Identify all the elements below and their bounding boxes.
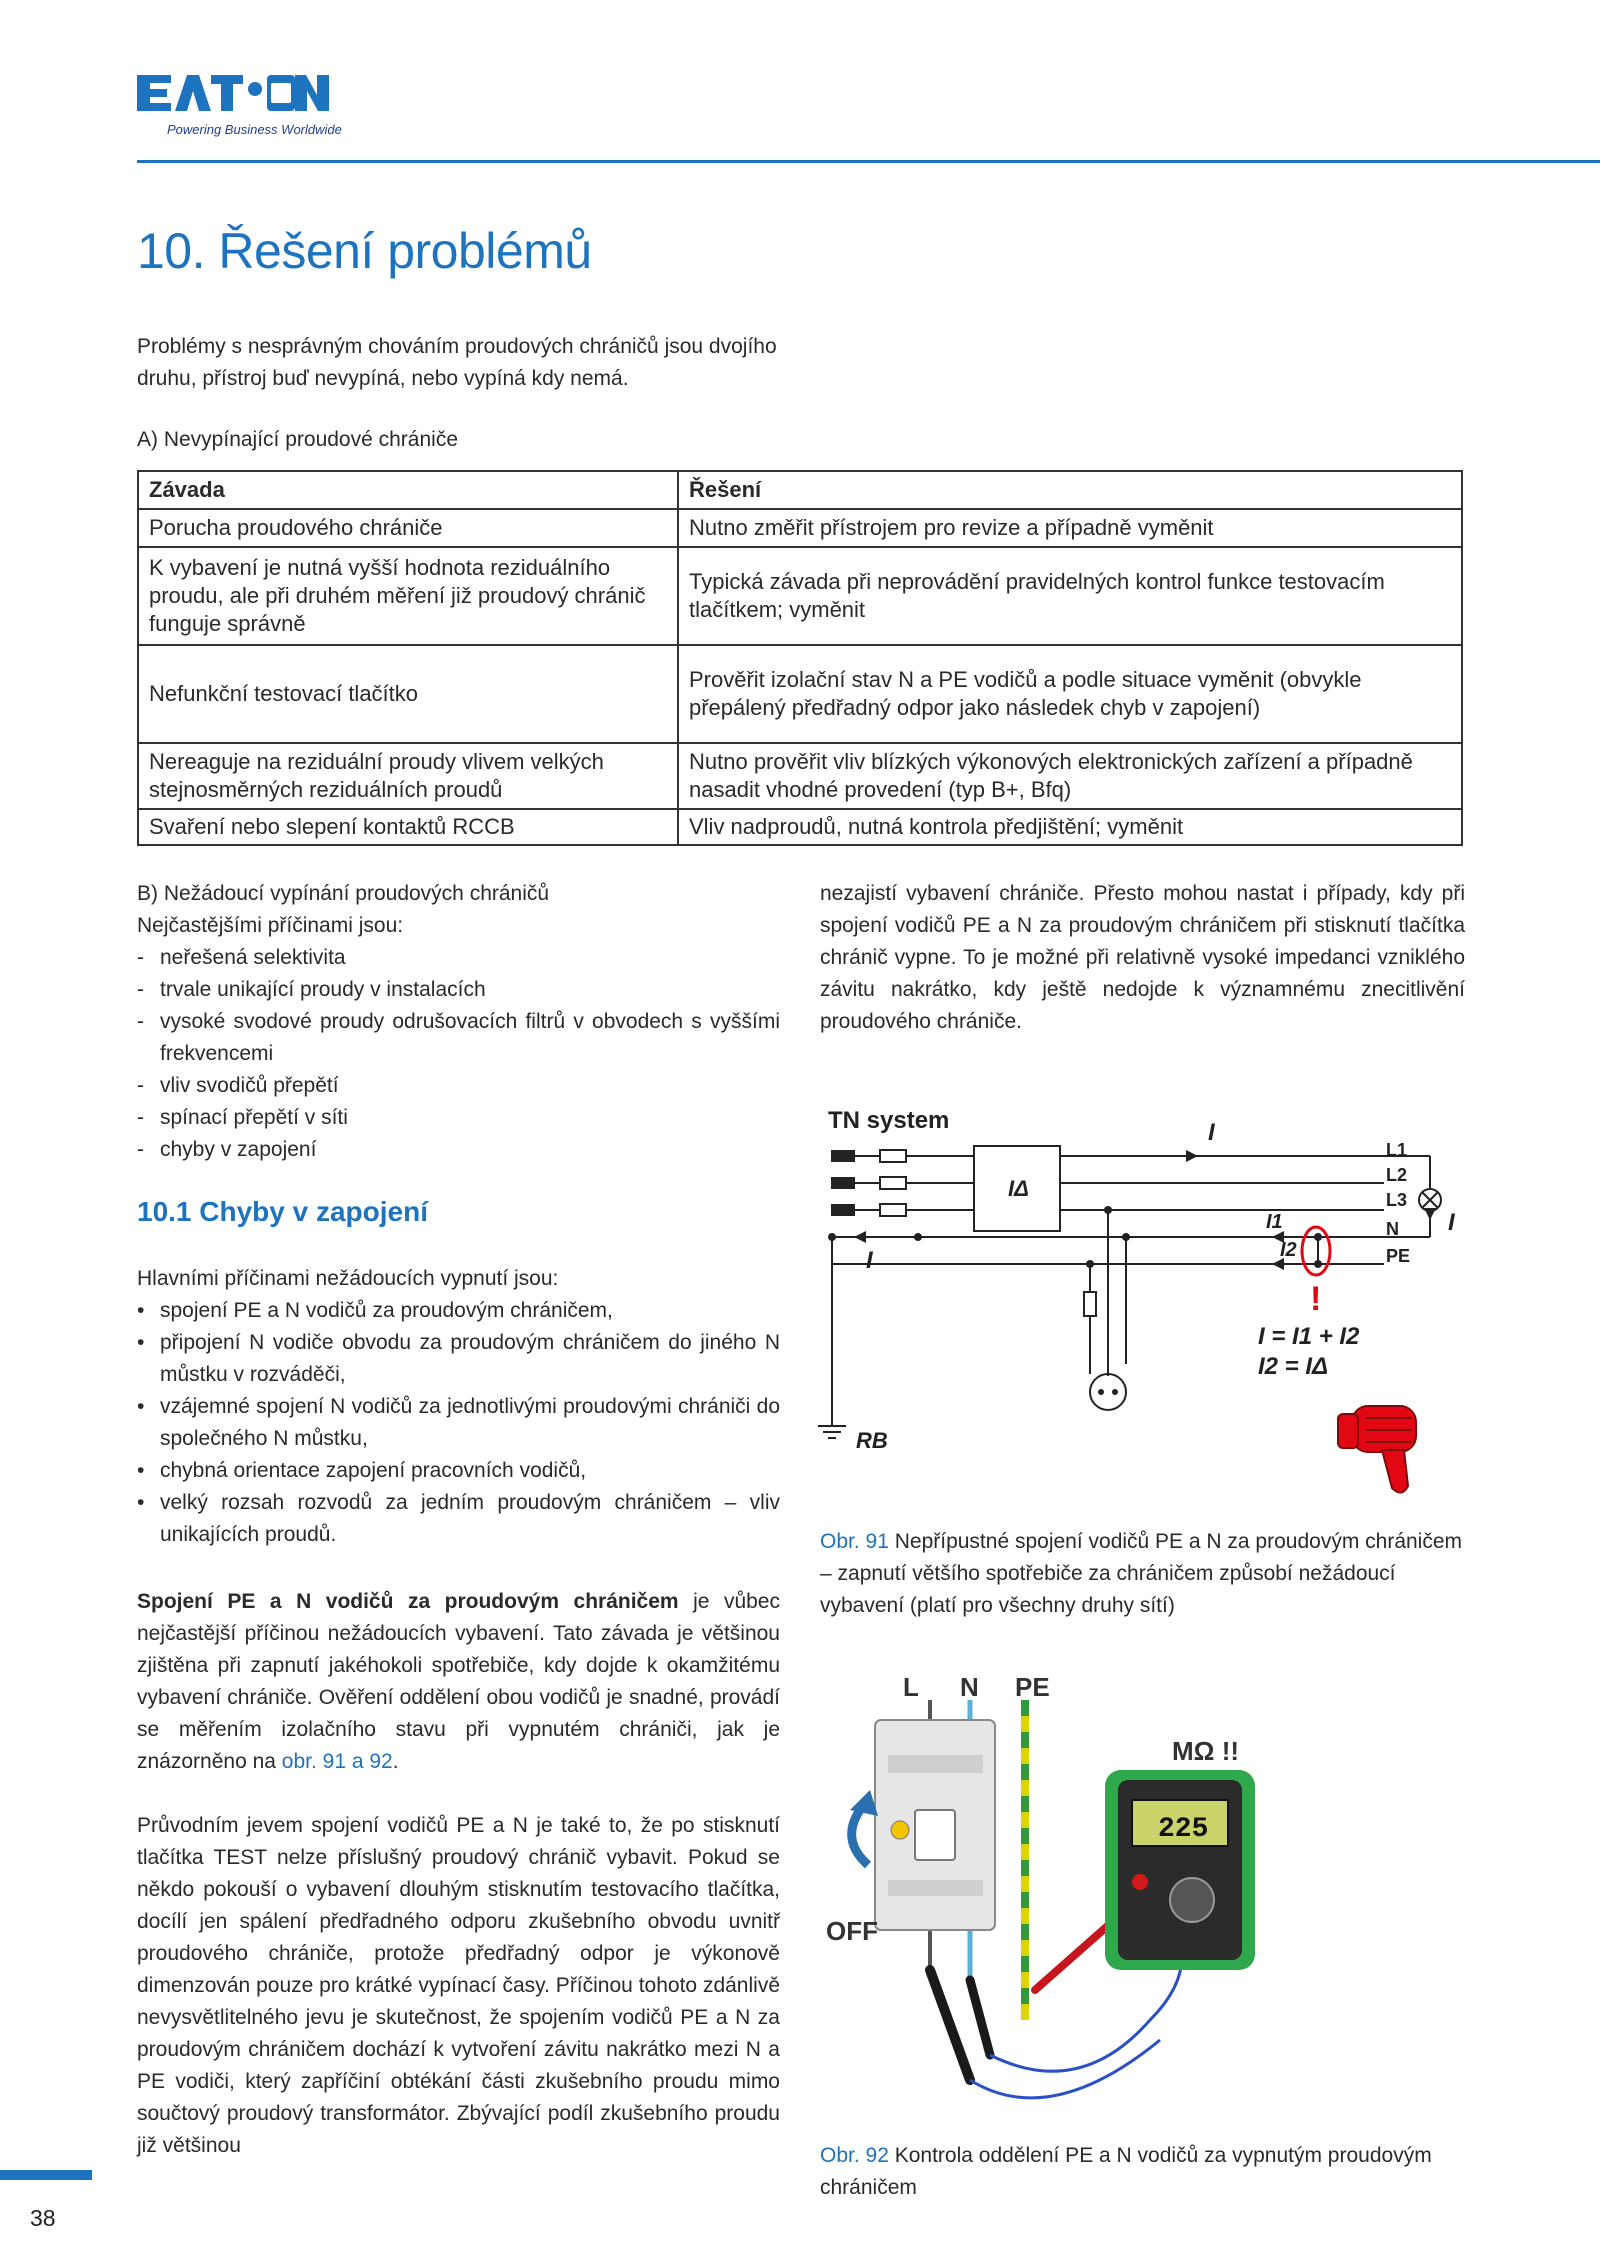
return-current-label: I	[866, 1247, 873, 1274]
causes-list	[137, 942, 780, 1166]
fault-cell: Nereaguje na reziduální proudy vlivem velkých stejnosměrných reziduálních proudů	[138, 743, 678, 809]
line-label-l1: L1	[1386, 1140, 1408, 1160]
current-i2-label: I2	[1280, 1239, 1297, 1261]
off-label: OFF	[826, 1916, 878, 1946]
current-i1-label: I1	[1266, 1211, 1283, 1233]
caption-number: Obr. 91	[820, 1530, 889, 1553]
list-item: • vzájemné spojení N vodičů za jednotlivými proudovými chrániči do společného N můstku,	[137, 1391, 780, 1455]
earth-resistance-label: RB	[856, 1428, 888, 1453]
section-101-lead: Hlavními příčinami nežádoucích vypnutí jsou:	[137, 1267, 559, 1290]
list-item: • velký rozsah rozvodů za jedním proudovým chráničem – vliv unikajících proudů.	[137, 1487, 780, 1551]
solution-cell: Prověřit izolační stav N a PE vodičů a podle situace vyměnit (obvykle přepálený předřadný odpor jako následek chyb v zapojení)	[678, 645, 1462, 743]
fault-cell: Porucha proudového chrániče	[138, 509, 678, 547]
table-header-row	[138, 471, 1462, 509]
intro-paragraph: Problémy s nesprávným chováním proudových chráničů jsou dvojího druhu, přístroj buď nevypíná, nebo vypíná kdy nemá.	[137, 335, 777, 390]
tn-system-diagram	[818, 1096, 1468, 1516]
wiring-errors-list	[137, 1295, 780, 1551]
table-row	[138, 547, 1462, 645]
wire-label-pe: PE	[1015, 1672, 1050, 1702]
wire-label-l: L	[903, 1672, 919, 1702]
section-101-body	[137, 1263, 780, 1551]
faults-table	[137, 470, 1463, 846]
page-number-bar	[0, 2170, 92, 2180]
page-number: 38	[30, 2205, 56, 2231]
wire-label-n: N	[960, 1672, 979, 1702]
list-item: • spojení PE a N vodičů za proudovým chráničem,	[137, 1295, 780, 1327]
section-heading: 10.1 Chyby v zapojení	[137, 1196, 428, 1227]
insulation-test-illustration	[820, 1660, 1290, 2130]
header-rule	[137, 160, 1600, 163]
column-header-solution: Řešení	[678, 471, 1462, 509]
solution-cell: Nutno změřit přístrojem pro revize a případně vyměnit	[678, 509, 1462, 547]
section-b-label: B) Nežádoucí vypínání proudových chráničů	[137, 882, 550, 905]
table-row	[138, 645, 1462, 743]
solution-cell: Nutno prověřit vliv blízkých výkonových elektronických zařízení a případně nasadit vhodné provedení (typ B+, Bfq)	[678, 743, 1462, 809]
list-item: - trvale unikající proudy v instalacích	[137, 974, 780, 1006]
current-label: I	[1208, 1119, 1215, 1146]
solution-cell: Typická závada při neprovádění pravidelných kontrol funkce testovacím tlačítkem; vyměnit	[678, 547, 1462, 645]
rcd-symbol: IΔ	[1008, 1176, 1029, 1201]
paragraph-text: je vůbec nejčastější příčinou nežádoucích vybavení. Tato závada je většinou zjištěna při zapnutí jakéhokoli spotřebiče, kdy dojde k okamžitému vybavení chrániče. Ověření oddělení obou vodičů je snadné, provádí se měřením izolačního stavu při vypnutém chrániči, jak je znázorněno na	[137, 1590, 780, 1773]
caption-text: Nepřípustné spojení vodičů PE a N za proudovým chráničem – zapnutí většího spotřebiče za chráničem způsobí nežádoucí vybavení (platí pro všechny druhy sítí)	[820, 1530, 1463, 1617]
list-item: - chyby v zapojení	[137, 1134, 780, 1166]
caption-number: Obr. 92	[820, 2144, 889, 2167]
meter-display-value: 225	[1158, 1814, 1209, 1845]
fault-cell: Svaření nebo slepení kontaktů RCCB	[138, 809, 678, 845]
paragraph-pe-n	[137, 1586, 780, 1778]
system-label: TN system	[828, 1107, 950, 1134]
fault-cell: K vybavení je nutná vyšší hodnota reziduálního proudu, ale při druhém měření již proudový chránič funguje správně	[138, 547, 678, 645]
caption-text: Kontrola oddělení PE a N vodičů za vypnutým proudovým chráničem	[820, 2144, 1432, 2199]
list-item: • připojení N vodiče obvodu za proudovým chráničem do jiného N můstku v rozváděči,	[137, 1327, 780, 1391]
tagline: Powering Business Worldwide	[167, 122, 342, 137]
line-label-l3: L3	[1386, 1190, 1408, 1210]
equation-1: I = I1 + I2	[1258, 1323, 1360, 1350]
lamp-current-label: I	[1448, 1209, 1455, 1236]
line-label-n: N	[1386, 1219, 1399, 1239]
table-row	[138, 509, 1462, 547]
list-item: • chybná orientace zapojení pracovních vodičů,	[137, 1455, 780, 1487]
megaohm-label: MΩ !!	[1172, 1736, 1240, 1766]
list-item: - neřešená selektivita	[137, 942, 780, 974]
list-item: - spínací přepětí v síti	[137, 1102, 780, 1134]
list-item: - vliv svodičů přepětí	[137, 1070, 780, 1102]
paragraph-test-button: Průvodním jevem spojení vodičů PE a N je také to, že po stisknutí tlačítka TEST nelze příslušný proudový chránič vybavit. Pokud se někdo pokouší o vybavení dlouhým stisknutím testovacího tlačítka, docílí jen spálení předřadného odporu zkušebního obvodu uvnitř proudového chrániče, protože předřadný odpor je výkonově dimenzován pouze pro krátké vypínací časy. Příčinou tohoto zdánlivě nevysvětlitelného jevu je skutečnost, že spojením vodičů PE a N za proudovým chráničem dochází k vytvoření závitu nakrátko mezi N a PE vodiči, který zapříčiní obtékání části zkušebního proudu mimo součtový proudový transformátor. Zbývající podíl zkušebního proudu již většinou	[137, 1814, 780, 2157]
fault-cell: Nefunkční testovací tlačítko	[138, 645, 678, 743]
table-row	[138, 809, 1462, 845]
chapter-title: 10. Řešení problémů	[137, 223, 592, 279]
figure-91-caption	[820, 1526, 1465, 1622]
figure-link[interactable]: obr. 91 a 92	[281, 1750, 393, 1773]
section-b	[137, 878, 780, 1166]
equation-2: I2 = IΔ	[1258, 1353, 1329, 1380]
table-row	[138, 743, 1462, 809]
warning-mark: !	[1310, 1280, 1322, 1318]
list-item: - vysoké svodové proudy odrušovacích filtrů v obvodech s vyššími frekvencemi	[137, 1006, 780, 1070]
figure-92-caption	[820, 2140, 1465, 2204]
section-a-label: A) Nevypínající proudové chrániče	[137, 428, 458, 451]
paragraph-end: .	[392, 1750, 399, 1773]
line-label-l2: L2	[1386, 1165, 1408, 1185]
paragraph-right: nezajistí vybavení chrániče. Přesto mohou nastat i případy, kdy při spojení vodičů PE a N za proudovým chráničem při stisknutí tlačítka chránič vypne. To je možné při relativně vysoké impedanci vzniklého závitu nakrátko, kdy ještě nedojde k významnému znecitlivění proudového chrániče.	[820, 882, 1465, 1033]
column-header-fault: Závada	[138, 471, 678, 509]
section-b-lead: Nejčastějšími příčinami jsou:	[137, 914, 404, 937]
line-label-pe: PE	[1386, 1246, 1411, 1266]
bold-phrase: Spojení PE a N vodičů za proudovým chráničem	[137, 1590, 679, 1613]
solution-cell: Vliv nadproudů, nutná kontrola předjištění; vyměnit	[678, 809, 1462, 845]
thumbs-down-icon	[1338, 1406, 1416, 1493]
